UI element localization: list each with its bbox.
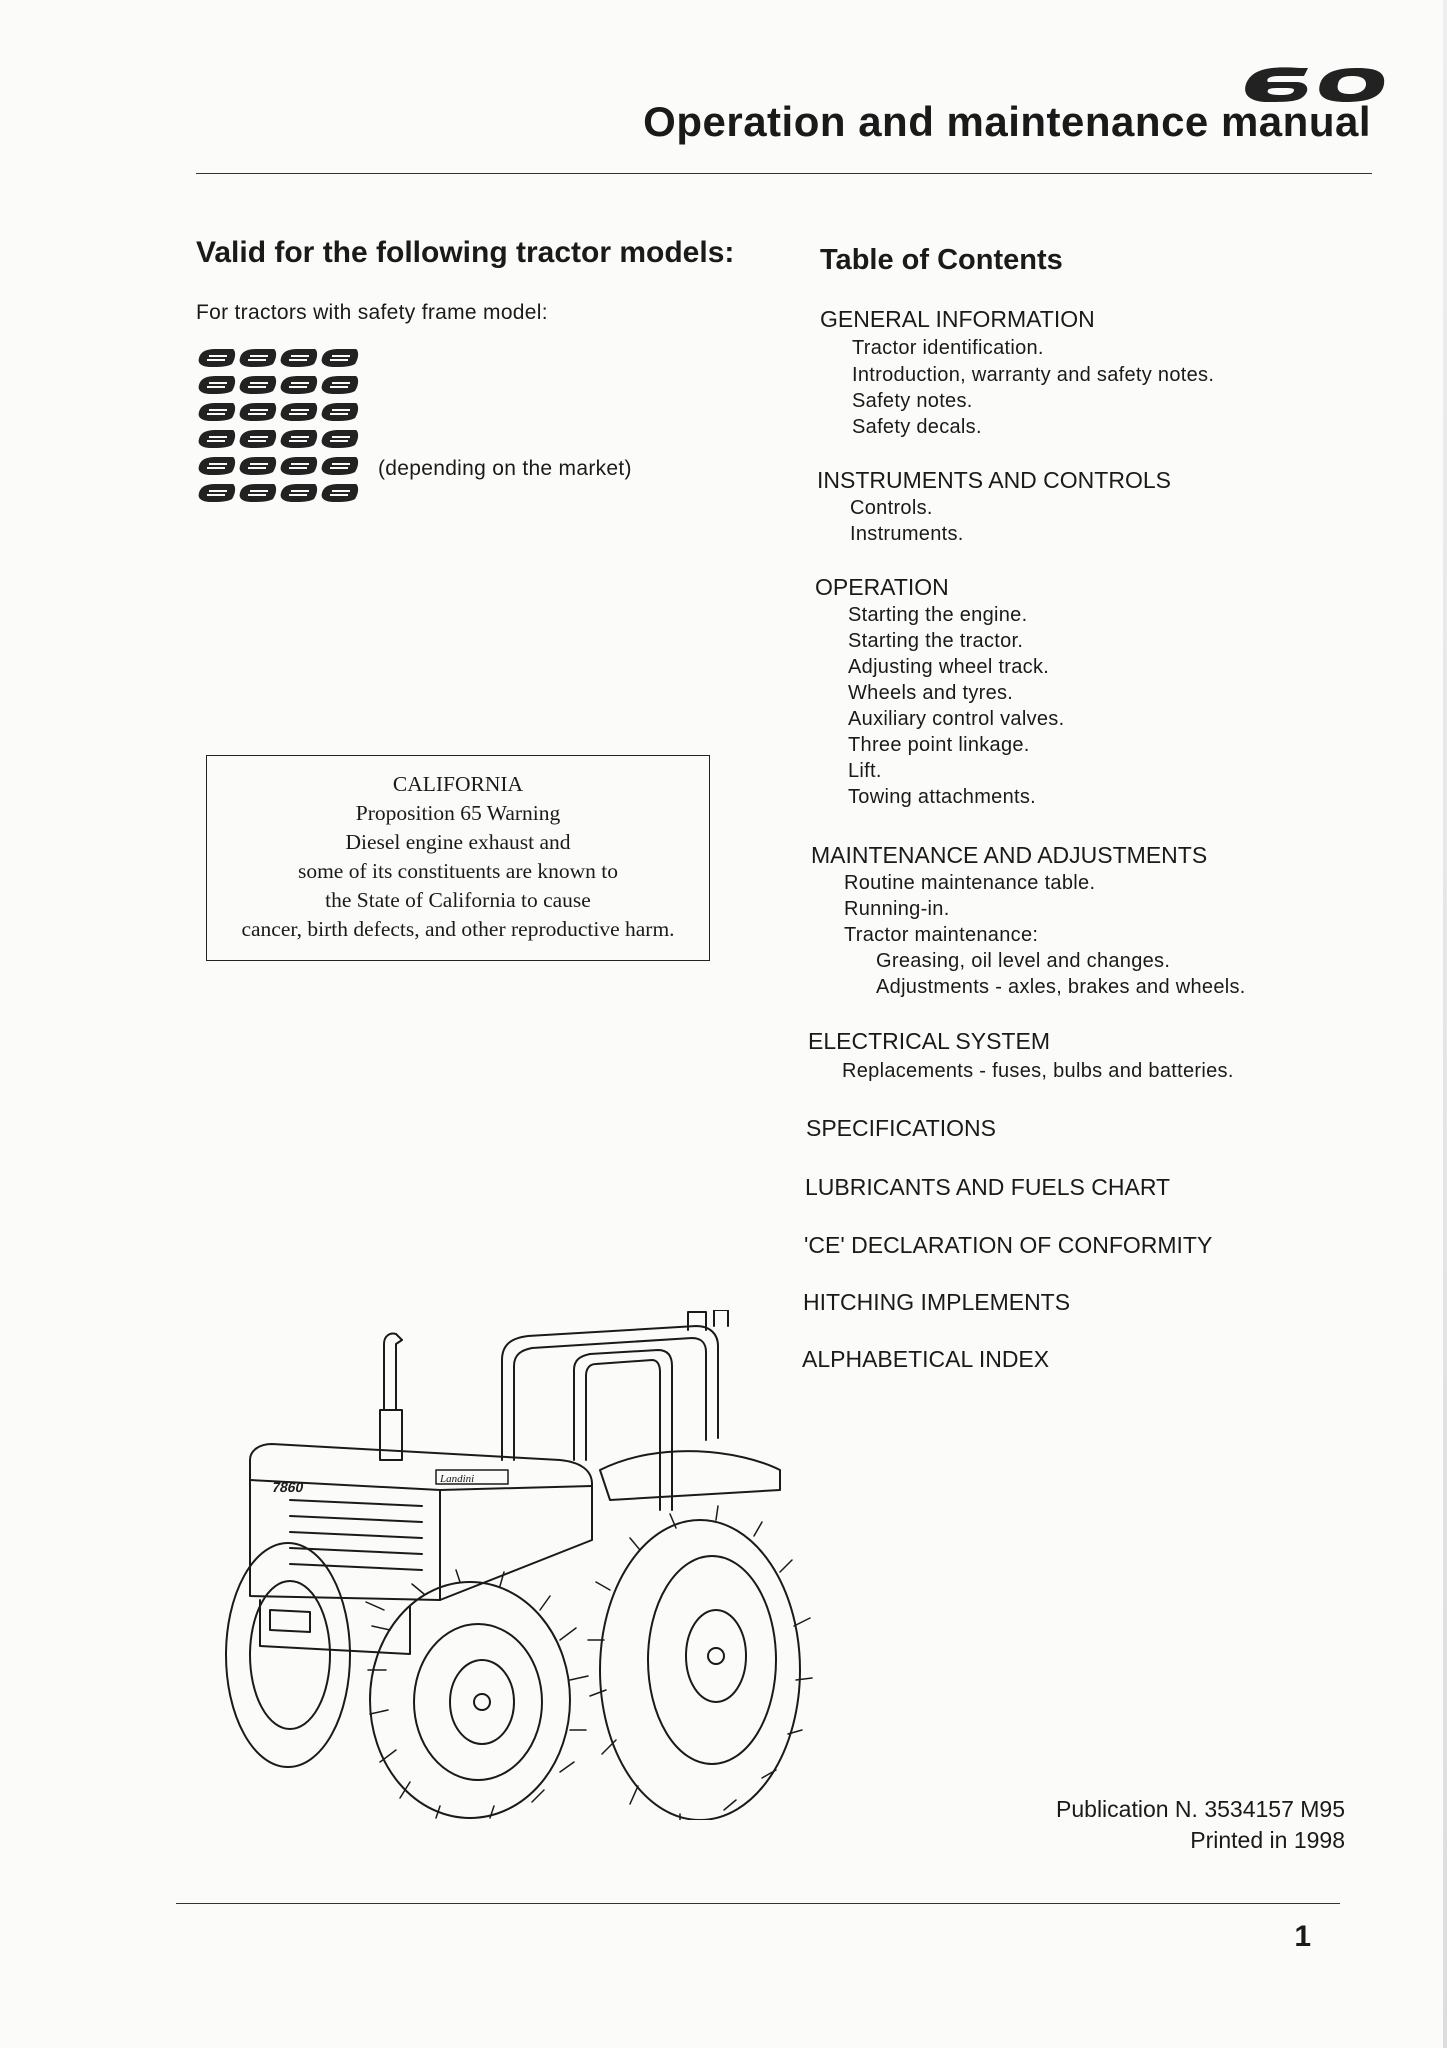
hood-model-text: 7860 [270,1479,306,1495]
warning-line: Proposition 65 Warning [355,801,561,825]
toc-section-maintenance: MAINTENANCE AND ADJUSTMENTS [811,842,1208,868]
toc-item: Replacements - fuses, bulbs and batteries. [842,1060,1234,1082]
publication-info [1056,1794,1345,1856]
warning-line: some of its constituents are known to [297,859,619,883]
toc-section-specifications: SPECIFICATIONS [806,1115,996,1141]
toc-section-hitching: HITCHING IMPLEMENTS [803,1289,1071,1315]
toc-item: Running-in. [844,898,950,920]
scan-edge [1443,0,1447,2048]
toc-item: Tractor identification. [852,337,1044,359]
toc-item: Safety notes. [852,390,973,412]
model-logo-list [195,348,365,510]
warning-line: the State of California to cause [325,888,591,912]
toc-item: Introduction, warranty and safety notes. [852,364,1215,386]
toc-item: Instruments. [850,523,964,545]
model-logo-8860 [195,456,361,476]
toc-item: Greasing, oil level and changes. [876,950,1171,972]
safety-frame-note: For tractors with safety frame model: [196,301,548,324]
models-heading: Valid for the following tractor models: [196,236,735,269]
toc-item: Controls. [850,497,933,519]
california-warning-box [206,755,710,961]
page-number: 1 [1294,1920,1311,1953]
toc-item: Starting the tractor. [848,630,1024,652]
toc-section-general: GENERAL INFORMATION [820,306,1095,332]
toc-title: Table of Contents [820,244,1063,276]
toc-section-index: ALPHABETICAL INDEX [802,1346,1050,1372]
toc-item: Three point linkage. [848,734,1030,756]
market-note: (depending on the market) [378,457,632,480]
warning-line: CALIFORNIA [392,772,524,796]
toc-section-operation: OPERATION [815,574,949,600]
toc-item: Adjustments - axles, brakes and wheels. [876,976,1246,998]
toc-section-electrical: ELECTRICAL SYSTEM [808,1028,1050,1054]
model-logo-6060 [195,375,361,395]
toc-item: Wheels and tyres. [848,682,1014,704]
header-rule [196,173,1372,174]
hood-brand-text: Landini [440,1473,475,1485]
model-logo-7860 [195,429,361,449]
publication-number: Publication N. 3534157 M95 [1056,1796,1345,1822]
toc-item: Lift. [848,760,882,782]
model-logo-5860 [195,348,361,368]
printed-year: Printed in 1998 [1190,1827,1345,1853]
toc-section-instruments: INSTRUMENTS AND CONTROLS [817,467,1171,493]
toc-item: Towing attachments. [848,786,1037,808]
model-logo-6860 [195,402,361,422]
toc-section-lubricants: LUBRICANTS AND FUELS CHART [805,1174,1171,1200]
toc-item: Safety decals. [852,416,982,438]
toc-item: Tractor maintenance: [844,924,1039,946]
warning-line: cancer, birth defects, and other reproductive harm. [241,917,675,941]
toc-item: Adjusting wheel track. [848,656,1050,678]
toc-section-ce-declaration: 'CE' DECLARATION OF CONFORMITY [804,1232,1213,1258]
footer-rule [176,1903,1340,1904]
toc-item: Starting the engine. [848,604,1028,626]
model-logo-9060 [195,483,361,503]
toc-item: Routine maintenance table. [844,872,1096,894]
warning-line: Diesel engine exhaust and [345,830,571,854]
tractor-illustration [140,1310,880,1820]
toc-item: Auxiliary control valves. [848,708,1065,730]
manual-title: Operation and maintenance manual [643,98,1371,145]
